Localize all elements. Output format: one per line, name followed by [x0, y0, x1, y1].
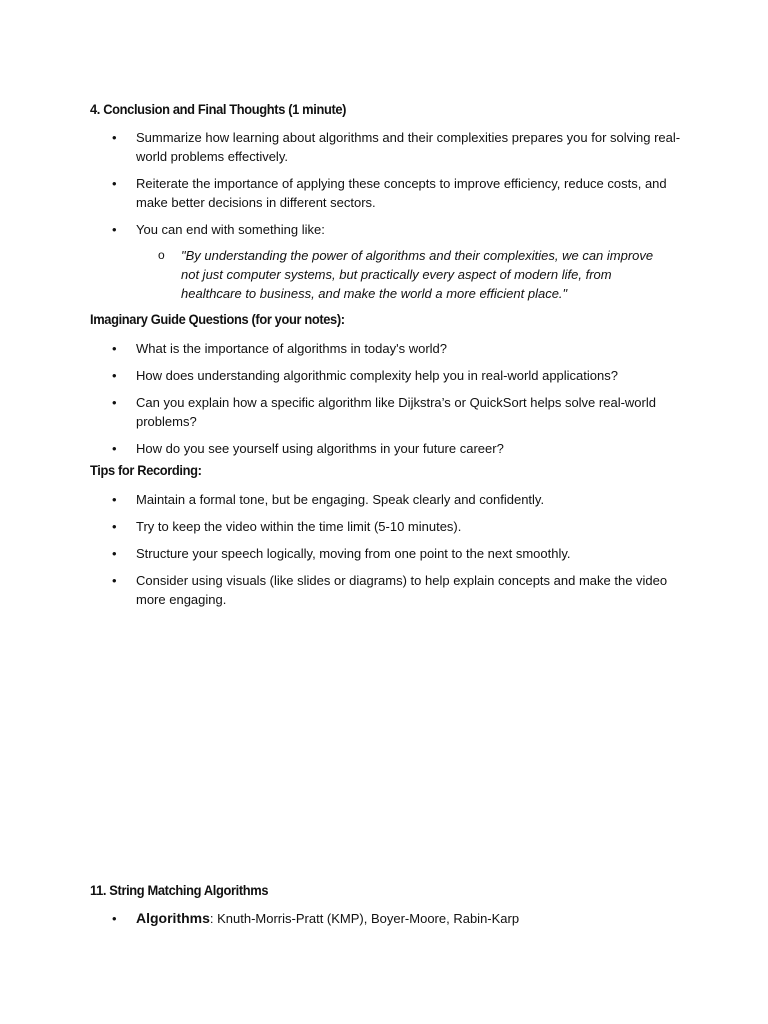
guide-questions-list [0, 339, 768, 466]
list-item [0, 490, 684, 509]
list-item-text: Summarize how learning about algorithms and their complexities prepares you for solving real-world problems effectively. [136, 130, 681, 164]
section-11-list [0, 909, 768, 936]
list-item-text: You can end with something like: [136, 222, 325, 237]
guide-questions-heading: Imaginary Guide Questions (for your notes): [90, 311, 345, 327]
list-item-text: Reiterate the importance of applying these concepts to improve efficiency, reduce costs, and make better decisions in different sectors. [136, 176, 667, 210]
algorithms-label: Algorithms [136, 910, 210, 926]
list-item-text: How do you see yourself using algorithms in your future career? [136, 441, 504, 456]
list-item-text: Can you explain how a specific algorithm like Dijkstra’s or QuickSort helps solve real-world problems? [136, 395, 656, 429]
bullet-icon: • [112, 368, 117, 383]
list-item-text: Structure your speech logically, moving from one point to the next smoothly. [136, 546, 571, 561]
tips-heading: Tips for Recording: [90, 462, 202, 478]
bullet-icon: • [112, 492, 117, 507]
list-item [0, 517, 684, 536]
bullet-icon: • [112, 176, 117, 191]
section-4-heading: 4. Conclusion and Final Thoughts (1 minute) [90, 101, 347, 117]
circle-bullet-icon: o [158, 248, 165, 262]
list-item-text: Maintain a formal tone, but be engaging. Speak clearly and confidently. [136, 492, 545, 507]
section-11-heading: 11. String Matching Algorithms [90, 882, 269, 898]
list-item [0, 571, 684, 609]
bullet-icon: • [112, 130, 117, 145]
list-item-text: Try to keep the video within the time limit (5-10 minutes). [136, 519, 462, 534]
list-item [0, 220, 684, 239]
bullet-icon: • [112, 341, 117, 356]
list-item [0, 393, 684, 431]
bullet-icon: • [112, 519, 117, 534]
list-item-text: How does understanding algorithmic complexity help you in real-world applications? [136, 368, 618, 383]
bullet-icon: • [112, 222, 117, 237]
list-item [0, 128, 684, 166]
list-item-text: What is the importance of algorithms in today's world? [136, 341, 448, 356]
list-item [0, 439, 684, 458]
bullet-icon: • [112, 441, 117, 456]
tips-list [0, 490, 768, 617]
list-item-text: Consider using visuals (like slides or diagrams) to help explain concepts and make the video more engaging. [136, 573, 668, 607]
section-4-list [0, 128, 768, 247]
list-item [0, 909, 684, 928]
bullet-icon: • [112, 911, 117, 926]
list-item [0, 174, 684, 212]
algorithms-list-text: : Knuth-Morris-Pratt (KMP), Boyer-Moore, Rabin-Karp [209, 911, 520, 926]
list-item [0, 366, 684, 385]
bullet-icon: • [112, 546, 117, 561]
list-item [0, 339, 684, 358]
bullet-icon: • [112, 573, 117, 588]
bullet-icon: • [112, 395, 117, 410]
list-item [0, 544, 684, 563]
closing-quote: "By understanding the power of algorithms and their complexities, we can improve not just computer systems, but practically every aspect of modern life, from healthcare to business, and make the world a more efficient place." [181, 248, 654, 301]
